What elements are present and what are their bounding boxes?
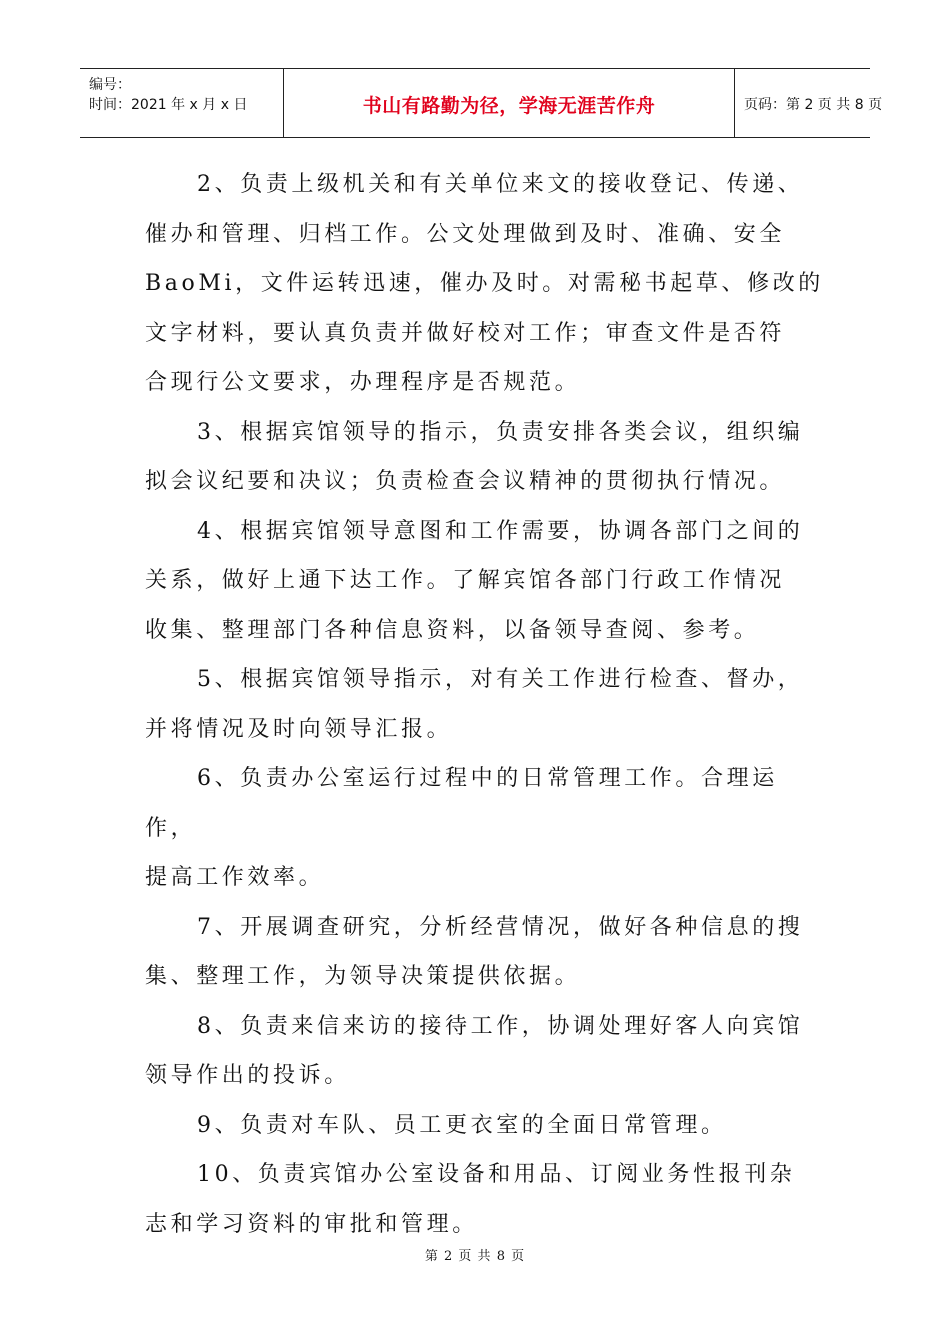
paragraph-line: 拟会议纪要和决议；负责检查会议精神的贯彻执行情况。	[145, 469, 786, 494]
page-header	[80, 68, 883, 138]
paragraph-line: 7、开展调查研究，分析经营情况，做好各种信息的搜	[197, 914, 804, 940]
page-number-label: 页码：第 2 页 共 8 页	[744, 97, 883, 113]
document-body	[145, 160, 825, 1249]
paragraph-line: 2、负责上级机关和有关单位来文的接收登记、传递、	[197, 172, 804, 197]
paragraph-line: 收集、整理部门各种信息资料，以备领导查阅、参考。	[145, 617, 760, 643]
paragraph-line: 3、根据宾馆领导的指示，负责安排各类会议，组织编	[197, 419, 804, 445]
header-page-cell	[735, 69, 883, 137]
paragraph-line: 6、负责办公室运行过程中的日常管理工作。合理运作，	[145, 766, 778, 841]
paragraph-line: 催办和管理、归档工作。公文处理做到及时、准确、安全	[145, 221, 786, 247]
paragraph-line: 8、负责来信来访的接待工作，协调处理好客人向宾馆	[197, 1013, 804, 1039]
time-label: 时间：2021 年 x 月 x 日	[89, 97, 248, 113]
paragraph-line: 并将情况及时向领导汇报。	[145, 716, 453, 742]
paragraph-line: 5、根据宾馆领导指示，对有关工作进行检查、督办，	[197, 667, 804, 692]
paragraph-line: 9、负责对车队、员工更衣室的全面日常管理。	[197, 1112, 727, 1138]
motto-text: 书山有路勤为径，学海无涯苦作舟	[362, 95, 656, 117]
paragraph-line: 10、负责宾馆办公室设备和用品、订阅业务性报刊杂	[197, 1162, 796, 1187]
paragraph-line: 合现行公文要求，办理程序是否规范。	[145, 370, 581, 395]
paragraph-line: 集、整理工作，为领导决策提供依据。	[145, 964, 581, 989]
paragraph-line: 志和学习资料的审批和管理。	[145, 1211, 478, 1237]
paragraph-line: BaoMi，文件运转迅速，催办及时。对需秘书起草、修改的	[145, 271, 824, 296]
paragraph-line: 领导作出的投诉。	[145, 1063, 350, 1088]
header-motto-cell	[283, 69, 735, 137]
code-label: 编号：	[89, 77, 131, 93]
page-footer: 第 2 页 共 8 页	[424, 1249, 526, 1264]
header-meta-cell	[80, 69, 283, 137]
paragraph-line: 提高工作效率。	[145, 865, 325, 890]
paragraph-line: 关系，做好上通下达工作。了解宾馆各部门行政工作情况	[145, 568, 786, 593]
paragraph-line: 文字材料，要认真负责并做好校对工作；审查文件是否符	[145, 320, 786, 346]
paragraph-line: 4、根据宾馆领导意图和工作需要，协调各部门之间的	[197, 518, 804, 544]
